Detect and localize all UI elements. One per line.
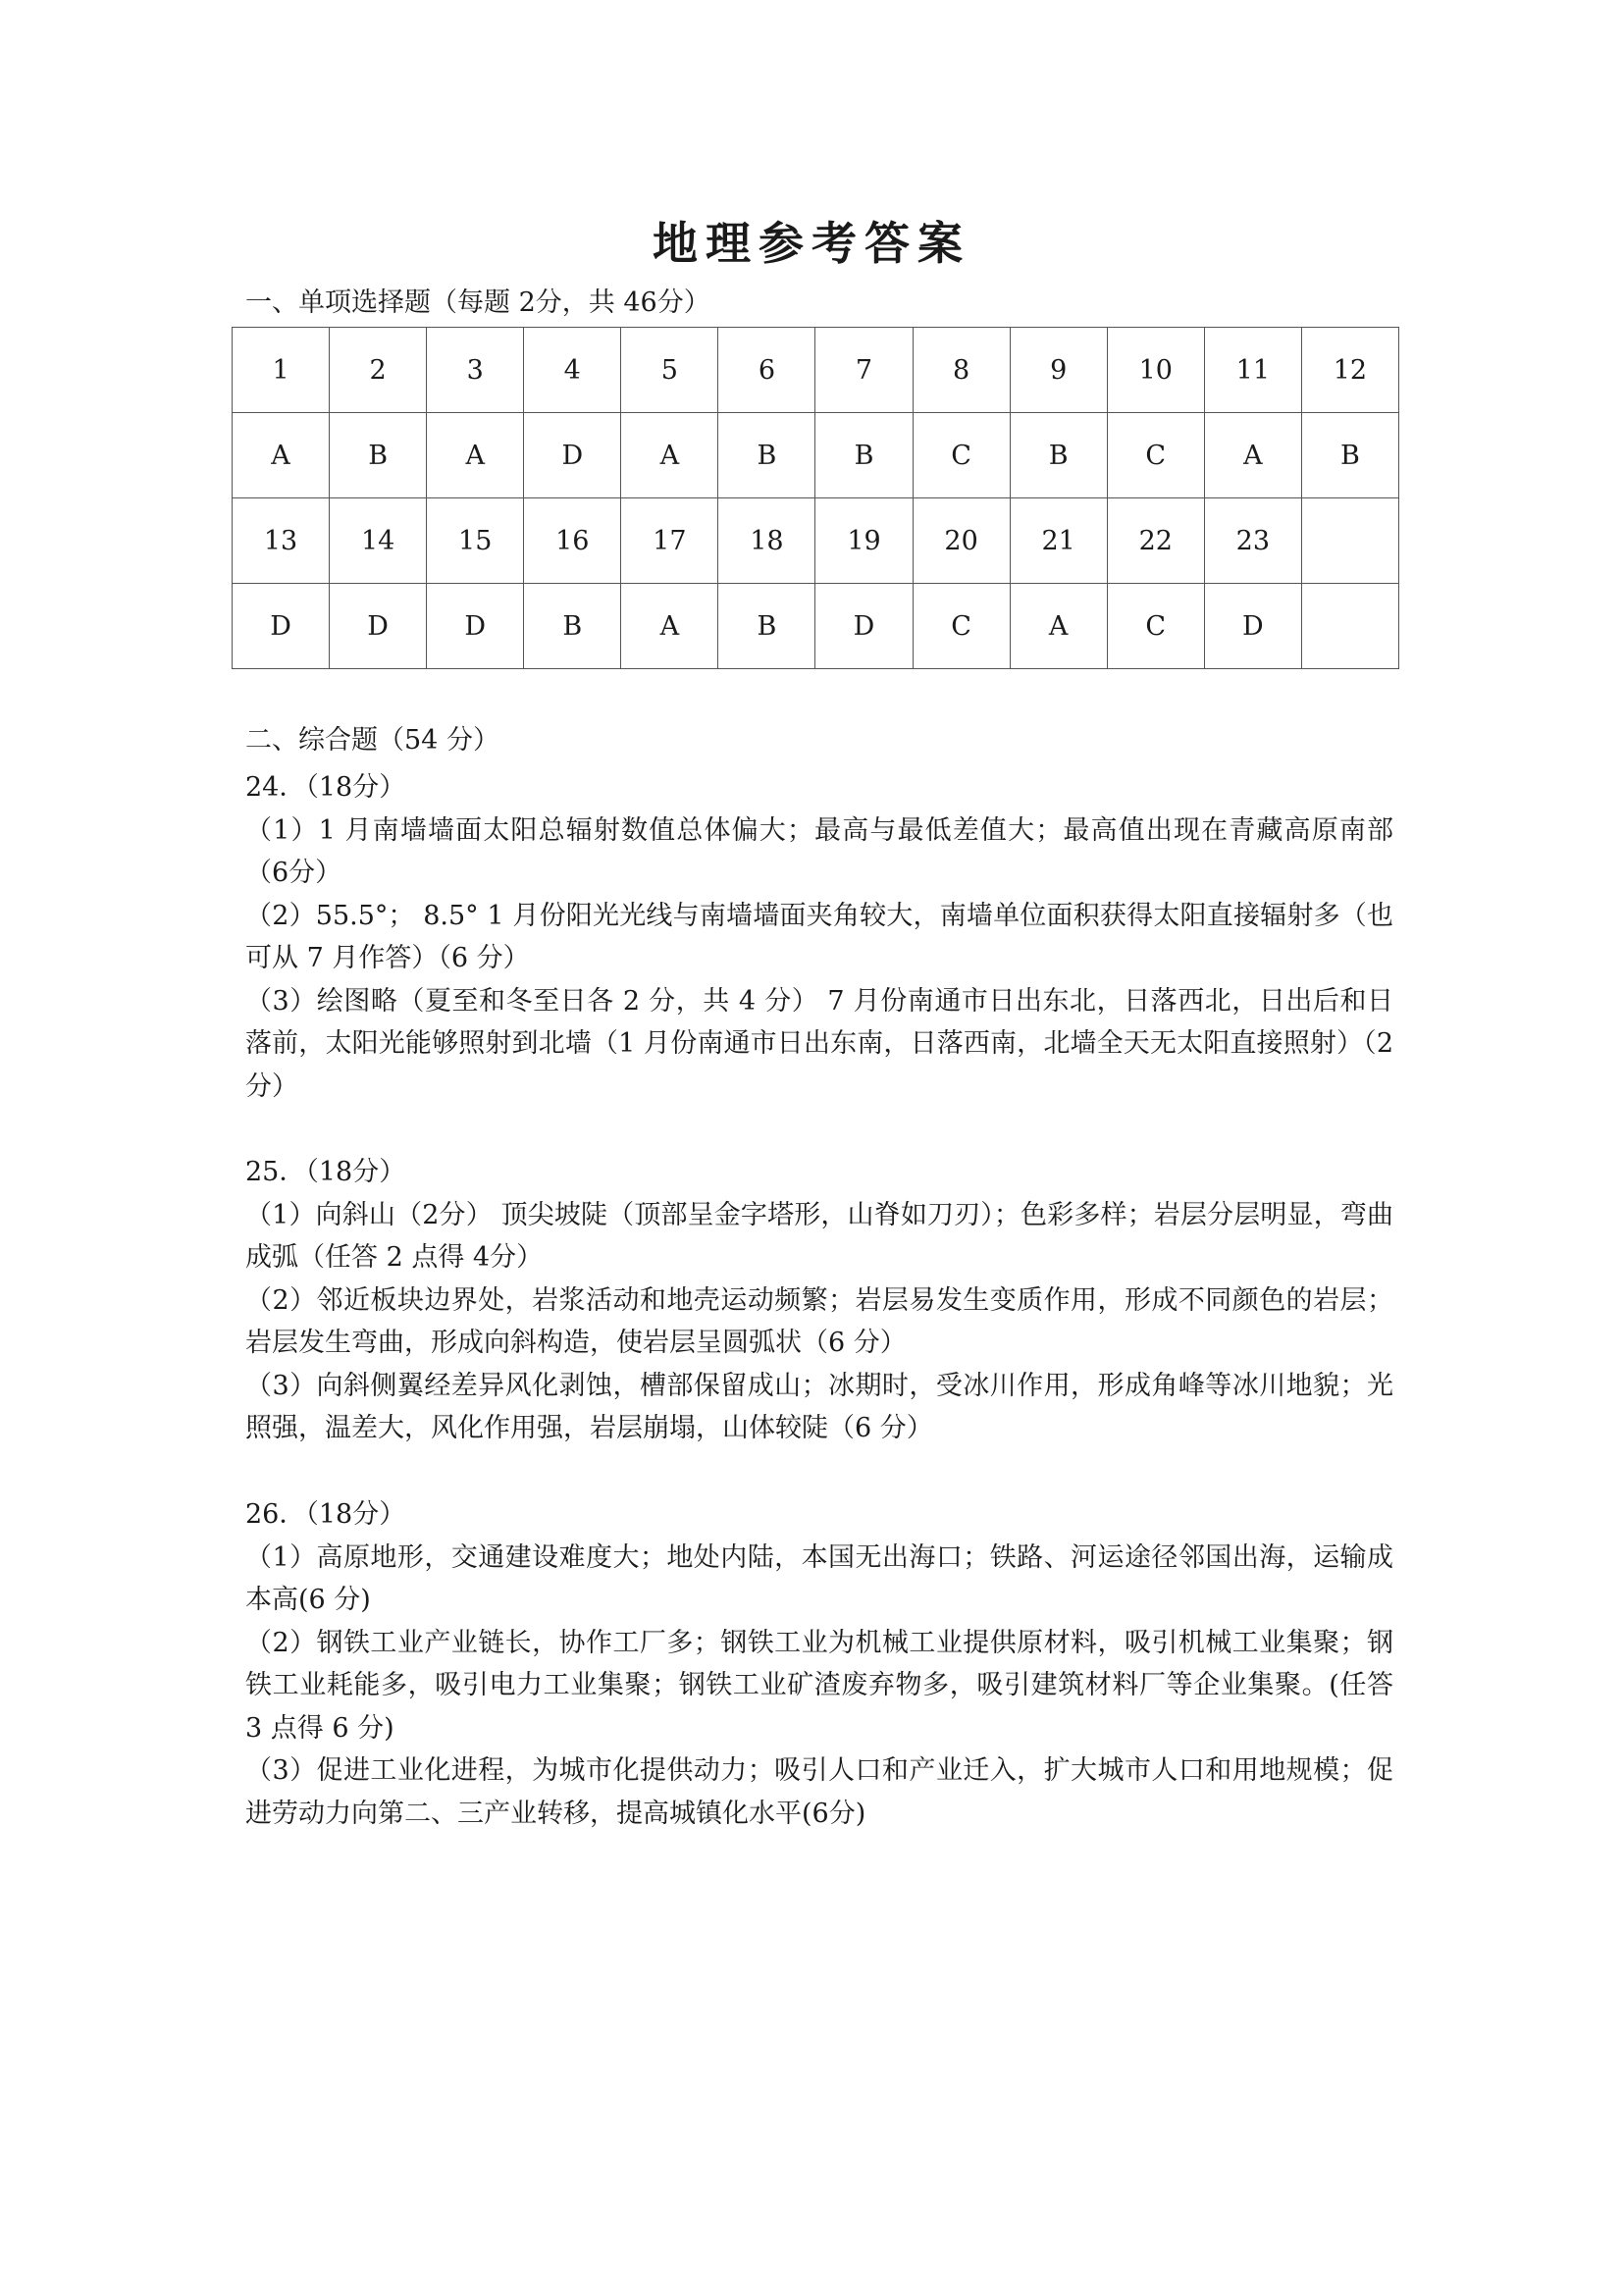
answer-cell: A: [621, 413, 718, 498]
answer-item: （1）高原地形，交通建设难度大；地处内陆，本国无出海口；铁路、河运途径邻国出海，运输成本高(6 分): [245, 1541, 1393, 1615]
answer-item: （2）钢铁工业产业链长，协作工厂多；钢铁工业为机械工业提供原材料，吸引机械工业集聚；钢铁工业耗能多，吸引电力工业集聚；钢铁工业矿渣废弃物多，吸引建筑材料厂等企业集聚。(任答 3 点得 6 分): [245, 1627, 1393, 1744]
answer-row: [233, 413, 1399, 498]
question-number-cell: 18: [718, 498, 815, 584]
question-number-cell: 4: [524, 328, 621, 413]
answer-item: （3）绘图略（夏至和冬至日各 2 分，共 4 分） 7 月份南通市日出东北，日落西北，日出后和日落前，太阳光能够照射到北墙（1 月份南通市日出东南，日落西南，北墙全天无太阳直接照射）（2 分）: [245, 985, 1393, 1102]
answer-cell: B: [1301, 413, 1398, 498]
answer-cell: D: [233, 584, 330, 669]
question-number-cell: 12: [1301, 328, 1398, 413]
question-number-cell: 13: [233, 498, 330, 584]
answer-cell: B: [718, 413, 815, 498]
question-number-cell: 3: [427, 328, 524, 413]
answer-cell: [1301, 584, 1398, 669]
question-number-cell: 23: [1204, 498, 1301, 584]
question-number-cell: 6: [718, 328, 815, 413]
answer-cell: D: [815, 584, 913, 669]
question-number-cell: 7: [815, 328, 913, 413]
answer-cell: B: [718, 584, 815, 669]
answer-cell: C: [1107, 413, 1204, 498]
answer-item: （3）向斜侧翼经差异风化剥蚀，槽部保留成山；冰期时，受冰川作用，形成角峰等冰川地貌；光照强，温差大，风化作用强，岩层崩塌，山体较陡（6 分）: [245, 1370, 1393, 1443]
section-heading-choice: 一、单项选择题（每题 2分，共 46分）: [245, 287, 710, 318]
answer-item: （2）邻近板块边界处，岩浆活动和地壳运动频繁；岩层易发生变质作用，形成不同颜色的岩层；岩层发生弯曲，形成向斜构造，使岩层呈圆弧状（6 分）: [245, 1284, 1393, 1358]
page-title: 地理参考答案: [653, 217, 970, 270]
question-number-cell: 17: [621, 498, 718, 584]
question-number-cell: 15: [427, 498, 524, 584]
question-number-cell: 11: [1204, 328, 1301, 413]
answer-table: [232, 327, 1399, 669]
answer-item: （1）向斜山（2分） 顶尖坡陡（顶部呈金字塔形，山脊如刀刃）；色彩多样；岩层分层明显，弯曲成弧（任答 2 点得 4分）: [245, 1199, 1393, 1273]
question-number-cell: 2: [330, 328, 427, 413]
answer-cell: B: [524, 584, 621, 669]
answer-item: （3）促进工业化进程，为城市化提供动力；吸引人口和产业迁入，扩大城市人口和用地规模；促进劳动力向第二、三产业转移，提高城镇化水平(6分): [245, 1755, 1393, 1829]
answer-cell: A: [427, 413, 524, 498]
answer-cell: D: [427, 584, 524, 669]
answer-cell: A: [233, 413, 330, 498]
question-number-cell: 16: [524, 498, 621, 584]
answer-cell: D: [1204, 584, 1301, 669]
answer-row: [233, 584, 1399, 669]
answer-item: （2）55.5°； 8.5° 1 月份阳光光线与南墙墙面夹角较大，南墙单位面积获得太阳直接辐射多（也可从 7 月作答）（6 分）: [245, 900, 1393, 973]
question-number-cell: 9: [1010, 328, 1107, 413]
question-header: 25．（18分）: [245, 1157, 406, 1187]
answer-cell: C: [913, 413, 1010, 498]
answer-item: （1）1 月南墙墙面太阳总辐射数值总体偏大；最高与最低差值大；最高值出现在青藏高原南部 （6分）: [245, 814, 1393, 888]
question-number-row: [233, 328, 1399, 413]
question-number-cell: 22: [1107, 498, 1204, 584]
question-number-cell: 5: [621, 328, 718, 413]
question-number-row: [233, 498, 1399, 584]
question-number-cell: [1301, 498, 1398, 584]
question-24: [245, 766, 1393, 1108]
question-header: 26．（18分）: [245, 1499, 406, 1530]
question-26: [245, 1493, 1393, 1835]
question-number-cell: 1: [233, 328, 330, 413]
question-number-cell: 8: [913, 328, 1010, 413]
answer-cell: A: [1010, 584, 1107, 669]
answer-cell: C: [1107, 584, 1204, 669]
answer-cell: A: [621, 584, 718, 669]
question-number-cell: 21: [1010, 498, 1107, 584]
answer-cell: A: [1204, 413, 1301, 498]
question-number-cell: 14: [330, 498, 427, 584]
question-header: 24．（18分）: [245, 772, 406, 803]
answer-cell: D: [330, 584, 427, 669]
answer-cell: B: [330, 413, 427, 498]
question-25: [245, 1151, 1393, 1450]
answer-cell: D: [524, 413, 621, 498]
answer-cell: B: [815, 413, 913, 498]
answer-cell: B: [1010, 413, 1107, 498]
question-number-cell: 10: [1107, 328, 1204, 413]
answer-cell: C: [913, 584, 1010, 669]
question-number-cell: 20: [913, 498, 1010, 584]
question-number-cell: 19: [815, 498, 913, 584]
section-heading-comprehensive: 二、综合题（54 分）: [245, 725, 499, 756]
